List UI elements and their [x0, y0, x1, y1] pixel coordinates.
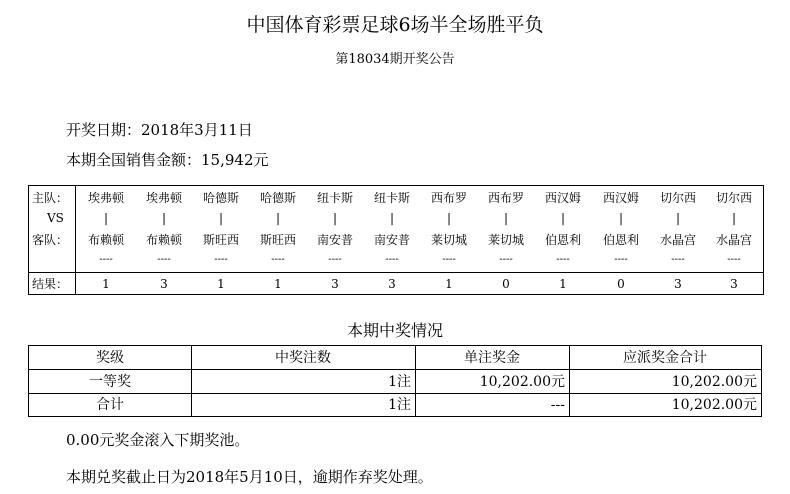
result-row — [29, 274, 763, 294]
home-team: 西汉姆 — [544, 191, 581, 205]
away-team: 水晶宫 — [715, 233, 752, 247]
deadline-note: 本期兑奖截止日为2018年5月10日，逾期作弃奖处理。 — [66, 468, 433, 486]
match-result: 1 — [217, 277, 225, 291]
dash-mark: ---- — [99, 254, 113, 265]
away-team: 南安普 — [373, 233, 410, 247]
dash-mark: ---- — [328, 254, 342, 265]
dash-mark: ---- — [157, 254, 171, 265]
vs-mark: | — [332, 211, 338, 225]
match-result: 1 — [559, 277, 567, 291]
away-team: 布赖顿 — [145, 233, 182, 247]
vs-mark: | — [275, 211, 281, 225]
away-team: 斯旺西 — [259, 233, 296, 247]
away-team: 南安普 — [316, 233, 353, 247]
home-team: 埃弗顿 — [145, 191, 182, 205]
prize-table — [28, 345, 762, 417]
column-divider — [415, 346, 416, 416]
vs-mark: | — [446, 211, 452, 225]
match-result: 3 — [388, 277, 396, 291]
home-team: 西汉姆 — [602, 191, 639, 205]
home-team: 切尔西 — [659, 191, 696, 205]
vs-mark: | — [389, 211, 395, 225]
prize-header-row — [29, 346, 761, 370]
home-team: 纽卡斯 — [373, 191, 410, 205]
away-team: 伯恩利 — [602, 233, 639, 247]
match-result: 0 — [502, 277, 510, 291]
vs-row — [29, 208, 763, 228]
vs-mark: | — [103, 211, 109, 225]
col-header-unit-prize: 单注奖金 — [464, 350, 520, 366]
column-divider — [191, 346, 192, 416]
match-result: 3 — [160, 277, 168, 291]
home-team: 切尔西 — [715, 191, 752, 205]
col-header-level: 奖级 — [96, 350, 124, 366]
home-row — [29, 188, 763, 208]
dash-mark: ---- — [556, 254, 570, 265]
total-prize: 10,202.00元 — [671, 397, 757, 413]
vs-mark: | — [560, 211, 566, 225]
dash-mark: ---- — [214, 254, 228, 265]
away-team: 莱切城 — [487, 233, 524, 247]
match-result: 3 — [674, 277, 682, 291]
dash-mark: ---- — [385, 254, 399, 265]
vs-mark: | — [503, 211, 509, 225]
rollover-note: 0.00元奖金滚入下期奖池。 — [66, 431, 250, 449]
vs-mark: | — [675, 211, 681, 225]
home-label: 主队： — [32, 191, 69, 205]
home-team: 哈德斯 — [202, 191, 239, 205]
away-label: 客队： — [32, 233, 69, 247]
away-team: 伯恩利 — [544, 233, 581, 247]
prize-level: 一等奖 — [89, 374, 131, 390]
issue-subtitle: 第18034期开奖公告 — [335, 52, 455, 67]
match-result: 3 — [331, 277, 339, 291]
page-title: 中国体育彩票足球6场半全场胜平负 — [246, 14, 544, 36]
dash-mark: ---- — [671, 254, 685, 265]
prize-heading: 本期中奖情况 — [346, 321, 443, 340]
dash-mark: ---- — [614, 254, 628, 265]
home-team: 埃弗顿 — [87, 191, 124, 205]
vs-mark: | — [218, 211, 224, 225]
label-column-divider — [75, 186, 76, 294]
home-team: 哈德斯 — [259, 191, 296, 205]
result-label: 结果： — [32, 277, 69, 291]
away-row — [29, 230, 763, 250]
match-result: 3 — [730, 277, 738, 291]
away-team: 布赖顿 — [87, 233, 124, 247]
away-team: 斯旺西 — [202, 233, 239, 247]
match-result: 0 — [617, 277, 625, 291]
dash-mark: ---- — [499, 254, 513, 265]
home-team: 西布罗 — [487, 191, 524, 205]
away-team: 水晶宫 — [659, 233, 696, 247]
winner-count: 1注 — [388, 374, 411, 390]
home-team: 西布罗 — [430, 191, 467, 205]
prize-row-total — [29, 393, 761, 417]
vs-mark: | — [618, 211, 624, 225]
prize-row-first — [29, 370, 761, 394]
prize-level: 合计 — [96, 397, 124, 413]
match-result: 1 — [274, 277, 282, 291]
home-team: 纽卡斯 — [316, 191, 353, 205]
match-result: 1 — [445, 277, 453, 291]
vs-label: VS — [47, 211, 64, 225]
draw-date: 开奖日期：2018年3月11日 — [66, 121, 253, 139]
column-divider — [569, 346, 570, 416]
match-result: 1 — [102, 277, 110, 291]
away-team: 莱切城 — [430, 233, 467, 247]
col-header-count: 中奖注数 — [275, 350, 331, 366]
dash-mark: ---- — [271, 254, 285, 265]
unit-prize: 10,202.00元 — [479, 374, 565, 390]
result-divider — [29, 272, 763, 273]
sales-amount: 本期全国销售金额：15,942元 — [66, 151, 269, 169]
col-header-total: 应派奖金合计 — [623, 350, 707, 366]
vs-mark: | — [161, 211, 167, 225]
vs-mark: | — [731, 211, 737, 225]
dash-mark: ---- — [442, 254, 456, 265]
winner-count: 1注 — [388, 397, 411, 413]
unit-prize: --- — [550, 397, 565, 413]
dash-row — [29, 250, 763, 270]
total-prize: 10,202.00元 — [671, 374, 757, 390]
match-table — [28, 185, 764, 295]
dash-mark: ---- — [727, 254, 741, 265]
